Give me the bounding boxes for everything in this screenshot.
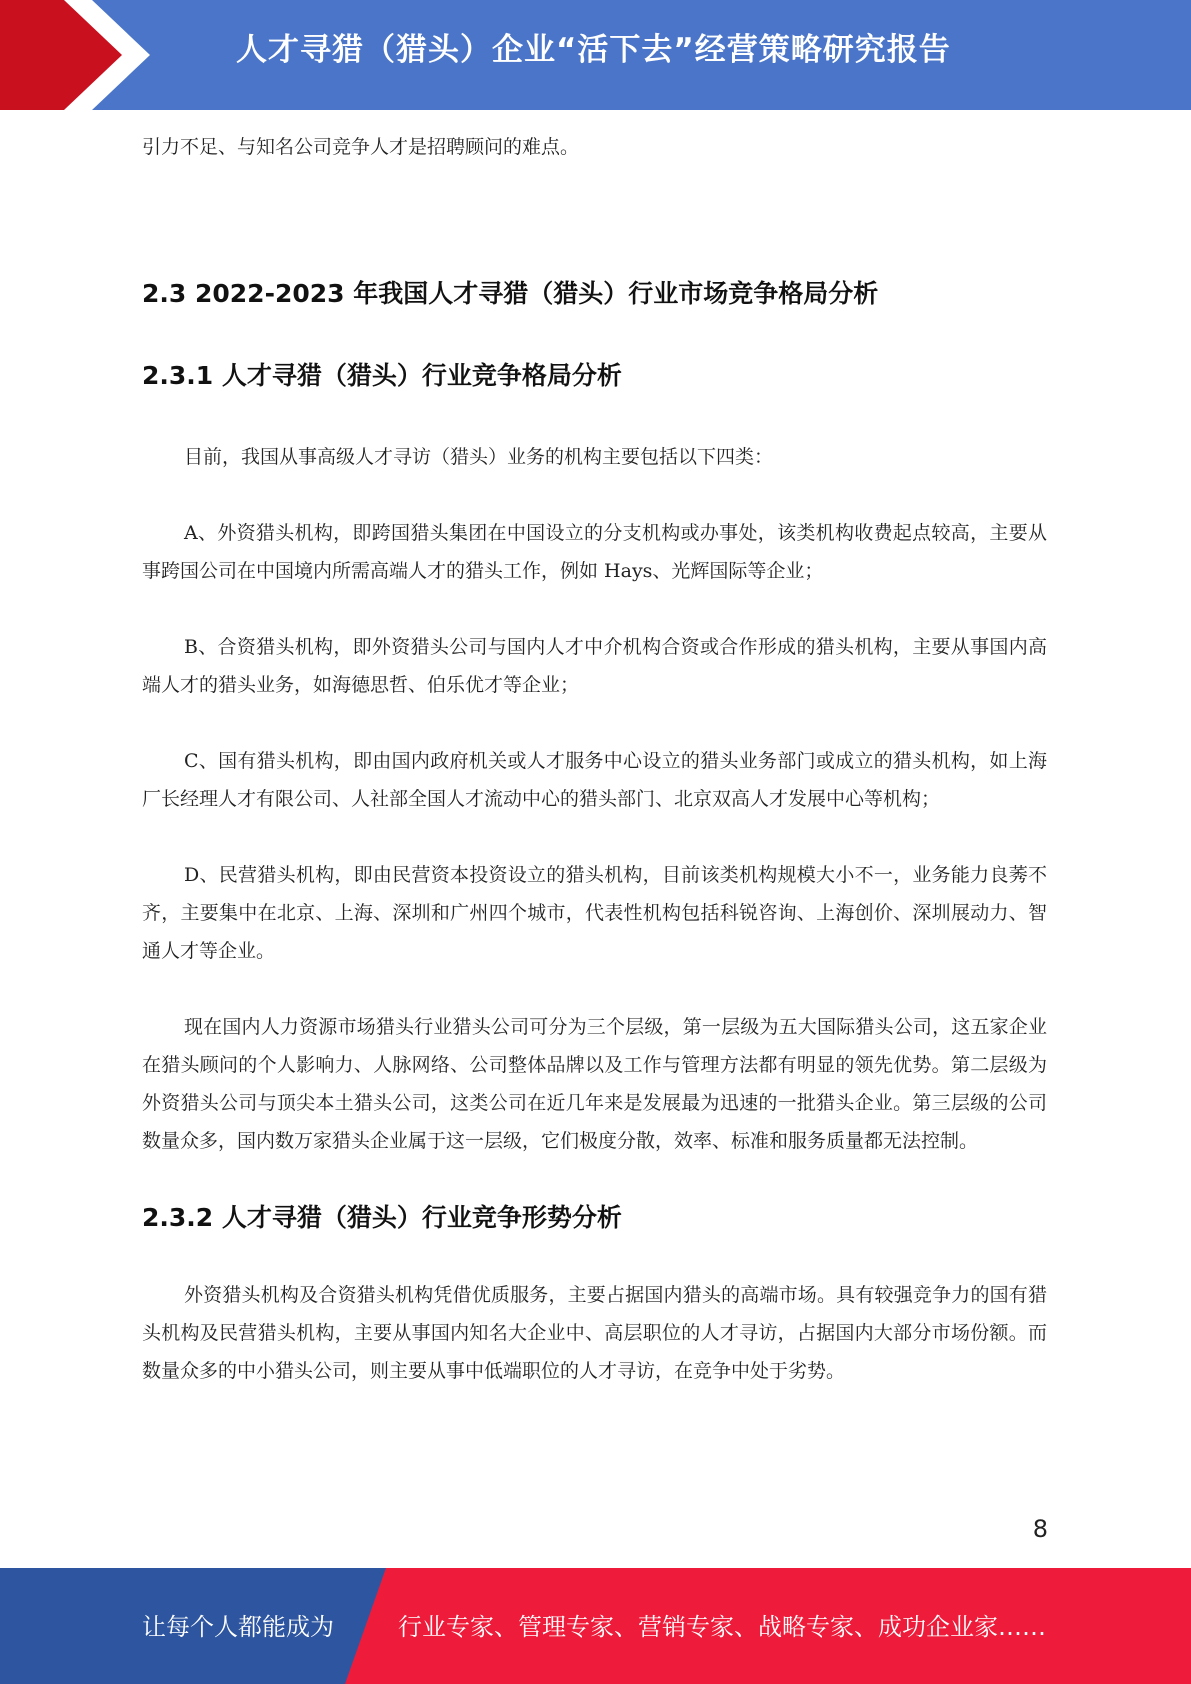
- paragraph: 外资猎头机构及合资猎头机构凭借优质服务，主要占据国内猎头的高端市场。具有较强竞争力的国有猎头机构及民营猎头机构，主要从事国内知名大企业中、高层职位的人才寻访，占据国内大部分市场份额。而数量众多的中小猎头公司，则主要从事中低端职位的人才寻访，在竞争中处于劣势。: [142, 1284, 1047, 1382]
- paragraph: C、国有猎头机构，即由国内政府机关或人才服务中心设立的猎头业务部门或成立的猎头机构，如上海厂长经理人才有限公司、人社部全国人才流动中心的猎头部门、北京双高人才发展中心等机构；: [142, 750, 1047, 810]
- section-2-3-heading: 2.3 2022-2023 年我国人才寻猎（猎头）行业市场竞争格局分析: [142, 279, 879, 308]
- footer-banner: [0, 1568, 1191, 1684]
- paragraph: A、外资猎头机构，即跨国猎头集团在中国设立的分支机构或办事处，该类机构收费起点较高，主要从事跨国公司在中国境内所需高端人才的猎头工作，例如 Hays、光辉国际等企业；: [142, 522, 1047, 582]
- intro-fragment: 引力不足、与知名公司竞争人才是招聘顾问的难点。: [142, 136, 580, 158]
- paragraph: 目前，我国从事高级人才寻访（猎头）业务的机构主要包括以下四类：: [184, 446, 774, 468]
- section-2-3-1-heading: 2.3.1 人才寻猎（猎头）行业竞争格局分析: [142, 361, 622, 390]
- page-content: [142, 128, 1047, 1390]
- paragraph: B、合资猎头机构，即外资猎头公司与国内人才中介机构合资或合作形成的猎头机构，主要从事国内高端人才的猎头业务，如海德思哲、伯乐优才等企业；: [142, 636, 1047, 696]
- footer-slogan-left: 让每个人都能成为: [142, 1613, 334, 1641]
- paragraph: 现在国内人力资源市场猎头行业猎头公司可分为三个层级，第一层级为五大国际猎头公司，这五家企业在猎头顾问的个人影响力、人脉网络、公司整体品牌以及工作与管理方法都有明显的领先优势。第二层级为外资猎头公司与顶尖本土猎头公司，这类公司在近几年来是发展最为迅速的一批猎头企业。第三层级的公司数量众多，国内数万家猎头企业属于这一层级，它们极度分散，效率、标准和服务质量都无法控制。: [142, 1016, 1047, 1152]
- section-2-3-2-heading: 2.3.2 人才寻猎（猎头）行业竞争形势分析: [142, 1203, 622, 1232]
- header-banner: [0, 0, 1191, 110]
- header-arrow-icon: [0, 0, 140, 110]
- page-number: 8: [1032, 1515, 1048, 1543]
- footer-slogan-right: 行业专家、管理专家、营销专家、战略专家、成功企业家……: [398, 1613, 1046, 1641]
- report-title: 人才寻猎（猎头）企业“活下去”经营策略研究报告: [236, 32, 951, 68]
- paragraph: D、民营猎头机构，即由民营资本投资设立的猎头机构，目前该类机构规模大小不一，业务能力良莠不齐，主要集中在北京、上海、深圳和广州四个城市，代表性机构包括科锐咨询、上海创价、深圳展动力、智通人才等企业。: [142, 864, 1047, 962]
